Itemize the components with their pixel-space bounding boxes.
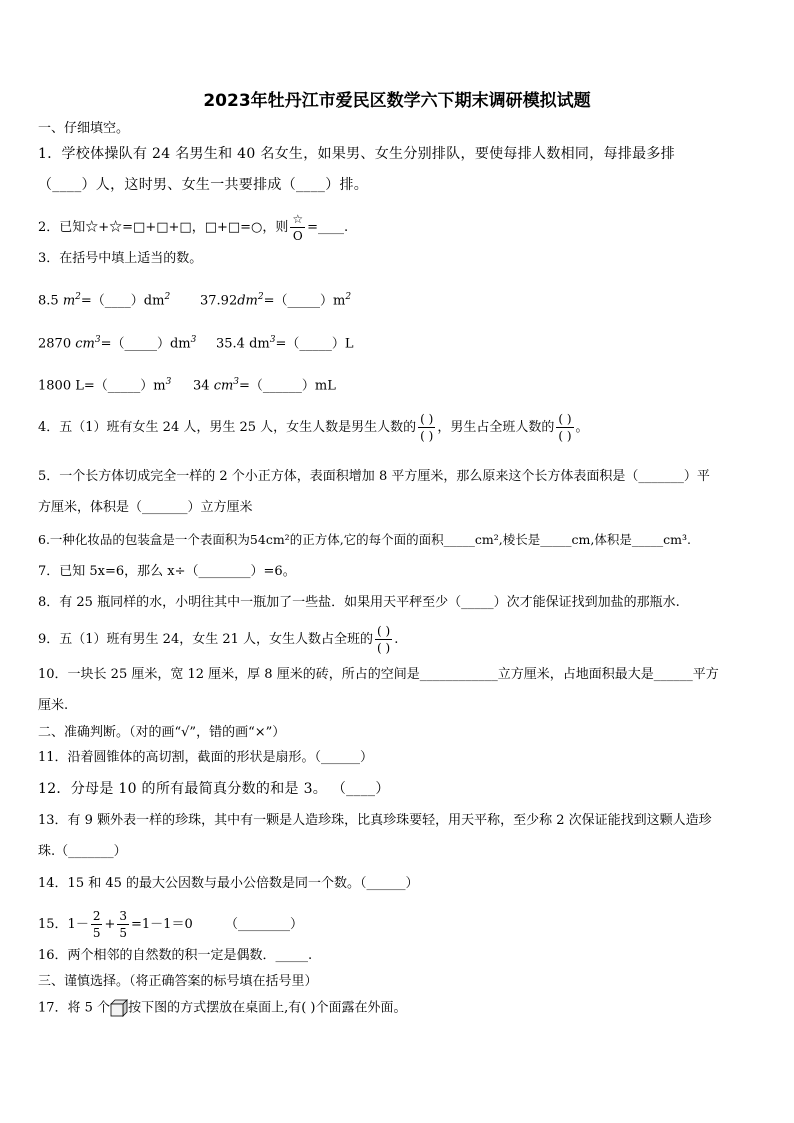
question-4-fraction-1: $\frac{( )}{( )}$ [420, 412, 434, 443]
question-5-line-1: 5．一个长方体切成完全一样的 2 个小正方体，表面积增加 8 平方厘米，那么原来这个长方体表面积是（_______）平 [38, 469, 710, 484]
question-4-fraction-2: $\frac{( )}{( )}$ [558, 412, 572, 443]
question-2 [38, 212, 348, 243]
question-13-line-2: 珠.（_______） [38, 844, 127, 859]
question-1-line-2: （____）人，这时男、女生一共要排成（____）排。 [38, 177, 369, 193]
q3-blank: =（______）mL [239, 378, 336, 394]
question-9-fraction: $\frac{( )}{( )}$ [377, 624, 391, 655]
question-5-line-2: 方厘米，体积是（_______）立方厘米 [38, 500, 253, 515]
question-4: 4．五（1）班有女生 24 人，男生 25 人，女生人数是男生人数的 $\frac{( )}{( )}$ ，男生占全班人数的 $\frac{( )}{( )}$ 。 [38, 412, 589, 443]
q3-blank: =（_____）dm [100, 336, 191, 352]
q3-blank: =（____）dm [80, 293, 165, 309]
q3-unit: cm [213, 378, 234, 394]
question-3-row-3: 1800 $L=(\_\_\_\_\_)m^3$ [38, 377, 172, 394]
question-16: 16．两个相邻的自然数的积一定是偶数．_____. [38, 948, 313, 963]
section-3-heading: 三、谨慎选择。（将正确答案的标号填在括号里） [38, 974, 318, 989]
question-3-row-3b: 34 $cm^3=(\_\_\_\_\_\_)mL$ [193, 377, 336, 394]
q3-value: 34 [193, 378, 210, 394]
q3-blank: =（_____）m [263, 293, 346, 309]
question-3-row-1: 8.5 $m^2=(\_\_\_\_)dm^2$ [38, 292, 171, 309]
question-15: 15．1－ $\frac{2}{5}$ + $\frac{3}{5}$ =1－1＝0 （________） [38, 909, 304, 940]
question-2-suffix: =____. [307, 220, 349, 235]
q3-blank: 1800 L=（_____）m [38, 378, 166, 394]
fraction-numerator: ☆ [292, 212, 304, 226]
question-3-row-2: 2870 $cm^3=(\_\_\_\_\_)dm^3$ [38, 335, 197, 352]
question-4-prefix: 4．五（1）班有女生 24 人，男生 25 人，女生人数是男生人数的 [38, 420, 417, 435]
question-11: 11．沿着圆锥体的高切割，截面的形状是扇形。（______） [38, 750, 374, 765]
cube-icon [110, 999, 128, 1017]
question-17-suffix: 按下图的方式摆放在桌面上,有( )个面露在外面。 [128, 1000, 407, 1016]
question-2-prefix: 2．已知☆+☆=□+□+□，□+□=○，则 [38, 220, 289, 235]
question-17-prefix: 17．将 5 个 [38, 1000, 111, 1016]
section-1-heading: 一、仔细填空。 [38, 121, 130, 136]
question-3-row-1b: $37.92dm^2=(\_\_\_\_\_)m^2$ [200, 292, 352, 309]
question-15-fraction-2: $\frac{3}{5}$ [119, 909, 128, 940]
question-4-mid: ，男生占全班人数的 [437, 420, 555, 435]
question-14: 14．15 和 45 的最大公因数与最小公倍数是同一个数。（______） [38, 876, 419, 891]
section-2-heading: 二、准确判断。（对的画“√”，错的画“×”） [38, 725, 286, 740]
question-15-blank: （________） [225, 917, 304, 932]
fraction-denominator: O [292, 229, 303, 243]
question-3-stem: 3．在括号中填上适当的数。 [38, 251, 203, 266]
q3-value: 2870 [38, 336, 72, 352]
q3-value: 37.92 [200, 293, 238, 309]
question-1-line-1: 1．学校体操队有 24 名男生和 40 名女生，如果男、女生分别排队，要使每排人数相同，每排最多排 [38, 146, 676, 162]
question-10-line-1: 10．一块长 25 厘米，宽 12 厘米，厚 8 厘米的砖，所占的空间是____________立方厘米，占地面积最大是______平方 [38, 667, 719, 682]
question-17 [38, 999, 407, 1018]
q3-blank: =（_____）L [275, 336, 354, 352]
question-3-row-2b: 35.4 $dm^3=(\_\_\_\_\_)L$ [216, 335, 354, 352]
question-7: 7．已知 5x=6，那么 x÷（________）=6。 [38, 564, 296, 579]
question-10-line-2: 厘米. [38, 698, 69, 713]
q3-value: 8.5 [38, 293, 59, 309]
q3-value: 35.4 dm [216, 336, 270, 352]
q3-unit: dm [237, 293, 258, 309]
question-9-prefix: 9．五（1）班有男生 24，女生 21 人，女生人数占全班的 [38, 632, 374, 647]
question-2-fraction [290, 212, 305, 243]
question-12: 12．分母是 10 的所有最简真分数的和是 3。 （____） [38, 781, 390, 797]
q3-unit: m [62, 293, 76, 309]
question-9: 9．五（1）班有男生 24，女生 21 人，女生人数占全班的 $\frac{( )}{( )}$ . [38, 624, 399, 655]
question-8: 8．有 25 瓶同样的水，小明往其中一瓶加了一些盐．如果用天平秤至少（_____）次才能保证找到加盐的那瓶水. [38, 595, 680, 610]
question-15-fraction-1: $\frac{2}{5}$ [92, 909, 101, 940]
q3-unit: cm [75, 336, 95, 352]
question-13-line-1: 13．有 9 颗外表一样的珍珠，其中有一颗是人造珍珠，比真珍珠要轻，用天平称，至少称 2 次保证能找到这颗人造珍 [38, 813, 712, 828]
page-title: 2023年牡丹江市爱民区数学六下期末调研模拟试题 [203, 91, 591, 111]
question-6: 6.一种化妆品的包装盒是一个表面积为54cm²的正方体,它的每个面的面积_____cm²,棱长是_____cm,体积是_____cm³. [38, 532, 691, 547]
